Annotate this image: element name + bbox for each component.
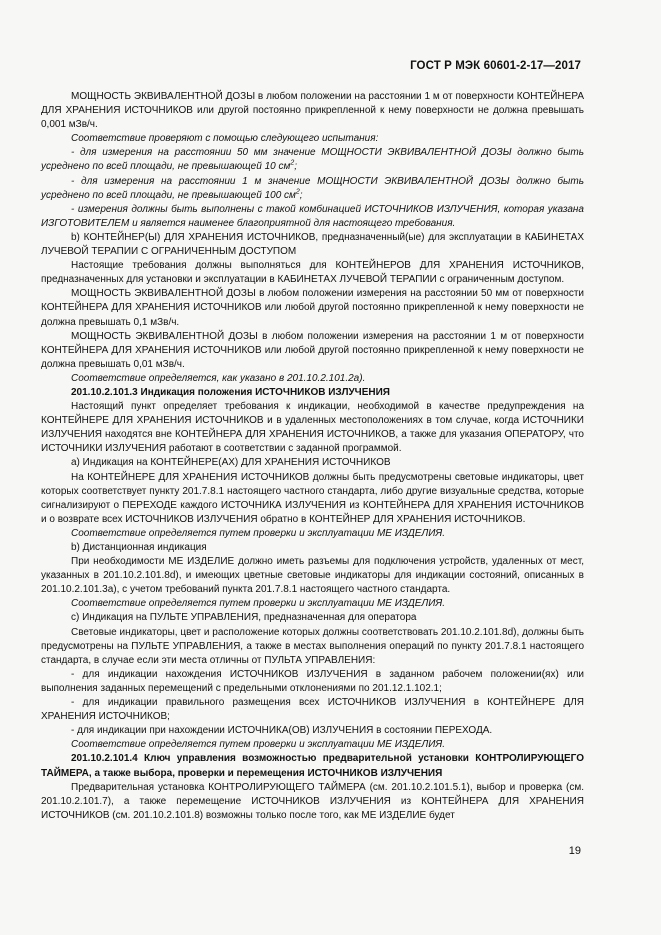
paragraph <box>41 259 584 287</box>
paragraph <box>41 668 584 696</box>
paragraph-text: Соответствие определяется путем проверки и эксплуатации МЕ ИЗДЕЛИЯ. <box>71 527 446 539</box>
paragraph-text: Настоящий пункт определяет требования к индикации, необходимой в качестве предупреждения на КОНТЕЙНЕРЕ ДЛЯ ХРАНЕНИЯ ИСТОЧНИКОВ и в удаленных местоположениях в том случае, когда ИСТОЧНИКИ ИЗЛУЧЕНИЯ находятся вне КОНТЕЙНЕРА ДЛЯ ХРАНЕНИЯ ИСТОЧНИКОВ, а также для указания ОПЕРАТОРУ, что ИСТОЧНИКИ ИЗЛУЧЕНИЯ работают в соответствии с заданной программой. <box>41 401 584 455</box>
paragraph <box>41 611 584 625</box>
paragraph <box>41 400 584 456</box>
punctuation: ; <box>299 189 303 201</box>
paragraph-text: Соответствие определяется путем проверки и эксплуатации МЕ ИЗДЕЛИЯ. <box>71 739 446 751</box>
paragraph-text: Соответствие определяется путем проверки и эксплуатации МЕ ИЗДЕЛИЯ. <box>71 598 446 610</box>
paragraph-text: При необходимости МЕ ИЗДЕЛИЕ должно иметь разъемы для подключения устройств, удаленных от мест, указанных в 201.10.2.101.8d), и имеющих цветные световые индикаторы для индикации состояний, описанных в 201.10.2.101.3a), с учетом требований пункта 201.7.8.1 настоящего частного стандарта. <box>41 556 584 596</box>
paragraph <box>41 541 584 555</box>
paragraph <box>41 471 584 527</box>
paragraph-text: - для измерения на расстоянии 1 м значение МОЩНОСТИ ЭКВИВАЛЕНТНОЙ ДОЗЫ должно быть усреднено по всей площади, не превышающей 100 см <box>41 175 584 201</box>
paragraph <box>41 781 584 823</box>
paragraph-text: - для индикации нахождения ИСТОЧНИКОВ ИЗЛУЧЕНИЯ в заданном рабочем положении(ях) или выполнения заданных перемещений с предельными отклонениями по 201.12.1.102.1; <box>41 668 584 694</box>
section-heading <box>41 752 584 780</box>
paragraph-text: На КОНТЕЙНЕРЕ ДЛЯ ХРАНЕНИЯ ИСТОЧНИКОВ должны быть предусмотрены световые индикаторы, цвет которых соответствует пункту 201.7.8.1 настоящего частного стандарта, либо другие визуальные средства, которые сигнализируют о ПЕРЕХОДЕ каждого ИСТОЧНИКА ИЗЛУЧЕНИЯ из КОНТЕЙНЕРА ДЛЯ ХРАНЕНИЯ ИСТОЧНИКОВ и о возврате всех ИСТОЧНИКОВ ИЗЛУЧЕНИЯ обратно в КОНТЕЙНЕР ДЛЯ ХРАНЕНИЯ ИСТОЧНИКОВ. <box>41 471 584 525</box>
paragraph-text: - измерения должны быть выполнены с такой комбинацией ИСТОЧНИКОВ ИЗЛУЧЕНИЯ, которая указана ИЗГОТОВИТЕЛЕМ и является наименее благоприятной для настоящего требования. <box>41 203 584 229</box>
paragraph-text: - для индикации при нахождении ИСТОЧНИКА(ОВ) ИЗЛУЧЕНИЯ в состоянии ПЕРЕХОДА. <box>71 725 493 737</box>
superscript: 2 <box>290 160 295 168</box>
document-body <box>41 90 584 823</box>
paragraph-text: Соответствие определяется, как указано в 201.10.2.101.2a). <box>71 372 366 384</box>
paragraph <box>41 555 584 597</box>
paragraph-text: Соответствие проверяют с помощью следующего испытания: <box>71 133 379 145</box>
compliance-note <box>41 738 584 752</box>
compliance-note <box>41 175 584 203</box>
paragraph <box>41 724 584 738</box>
punctuation: ; <box>294 161 298 173</box>
heading-text: 201.10.2.101.4 Ключ управления возможностью предварительной установки КОНТРОЛИРУЮЩЕГО ТАЙМЕРА, а также выбора, проверки и перемещения ИСТОЧНИКОВ ИЗЛУЧЕНИЯ <box>41 753 584 779</box>
compliance-note <box>41 597 584 611</box>
page-number: 19 <box>568 845 581 857</box>
paragraph-text: b) КОНТЕЙНЕР(Ы) ДЛЯ ХРАНЕНИЯ ИСТОЧНИКОВ, предназначенный(ые) для эксплуатации в КАБИНЕТАХ ЛУЧЕВОЙ ТЕРАПИИ С ОГРАНИЧЕННЫМ ДОСТУПОМ <box>41 231 584 258</box>
compliance-note <box>41 203 584 231</box>
compliance-note <box>41 132 584 146</box>
compliance-note <box>41 372 584 386</box>
page-header: ГОСТ Р МЭК 60601-2-17—2017 <box>410 60 581 72</box>
paragraph-text: МОЩНОСТЬ ЭКВИВАЛЕНТНОЙ ДОЗЫ в любом положении на расстоянии 1 м от поверхности КОНТЕЙНЕРА ДЛЯ ХРАНЕНИЯ ИСТОЧНИКОВ или другой постоянно прикрепленной к нему поверхности не должна превышать 0,001 мЗв/ч. <box>41 91 584 131</box>
paragraph-text: Настоящие требования должны выполняться для КОНТЕЙНЕРОВ ДЛЯ ХРАНЕНИЯ ИСТОЧНИКОВ, предназначенных для установки и эксплуатации в КАБИНЕТАХ ЛУЧЕВОЙ ТЕРАПИИ с ограниченным доступом. <box>41 260 584 286</box>
paragraph <box>41 626 584 668</box>
paragraph <box>41 231 584 259</box>
heading-text: 201.10.2.101.3 Индикация положения ИСТОЧНИКОВ ИЗЛУЧЕНИЯ <box>71 386 390 398</box>
paragraph-text: a) Индикация на КОНТЕЙНЕРЕ(АХ) ДЛЯ ХРАНЕНИЯ ИСТОЧНИКОВ <box>71 457 391 469</box>
paragraph-text: Световые индикаторы, цвет и расположение которых должны соответствовать 201.10.2.101.8d), должны быть предусмотрены на ПУЛЬТЕ УПРАВЛЕНИЯ, а также в местах выполнения операций по пункту 201.7.8.1 настоящего стандарта, в случае если эти места отличны от ПУЛЬТА УПРАВЛЕНИЯ: <box>41 626 584 666</box>
paragraph <box>41 456 584 470</box>
paragraph <box>41 90 584 132</box>
section-heading <box>41 386 584 400</box>
compliance-note <box>41 527 584 541</box>
paragraph-text: c) Индикация на ПУЛЬТЕ УПРАВЛЕНИЯ, предназначенная для оператора <box>71 612 417 624</box>
paragraph-text: - для измерения на расстоянии 50 мм значение МОЩНОСТИ ЭКВИВАЛЕНТНОЙ ДОЗЫ должно быть усреднено по всей площади, не превышающей 10 см <box>41 147 584 173</box>
paragraph-text: МОЩНОСТЬ ЭКВИВАЛЕНТНОЙ ДОЗЫ в любом положении измерения на расстоянии 1 м от поверхности КОНТЕЙНЕРА ДЛЯ ХРАНЕНИЯ ИСТОЧНИКОВ или любой другой постоянно прикрепленной к нему поверхности не должна превышать 0,01 мЗв/ч. <box>41 330 584 370</box>
paragraph-text: МОЩНОСТЬ ЭКВИВАЛЕНТНОЙ ДОЗЫ в любом положении измерения на расстоянии 50 мм от поверхности КОНТЕЙНЕРА ДЛЯ ХРАНЕНИЯ ИСТОЧНИКОВ или любой другой постоянно прикрепленной к нему поверхности не должна превышать 0,1 мЗв/ч. <box>41 288 584 328</box>
superscript: 2 <box>295 188 300 196</box>
paragraph <box>41 696 584 724</box>
paragraph <box>41 330 584 372</box>
compliance-note <box>41 146 584 174</box>
paragraph-text: Предварительная установка КОНТРОЛИРУЮЩЕГО ТАЙМЕРА (см. 201.10.2.101.5.1), выбор и проверка (см. 201.10.2.101.7), а также перемещение ИСТОЧНИКОВ ИЗЛУЧЕНИЯ из КОНТЕЙНЕРА ДЛЯ ХРАНЕНИЯ ИСТОЧНИКОВ (см. 201.10.2.101.8) возможны только после того, как МЕ ИЗДЕЛИЕ будет <box>41 781 584 821</box>
paragraph <box>41 287 584 329</box>
paragraph-text: b) Дистанционная индикация <box>71 542 207 553</box>
paragraph-text: - для индикации правильного размещения всех ИСТОЧНИКОВ ИЗЛУЧЕНИЯ в КОНТЕЙНЕРЕ ДЛЯ ХРАНЕНИЯ ИСТОЧНИКОВ; <box>41 697 584 723</box>
